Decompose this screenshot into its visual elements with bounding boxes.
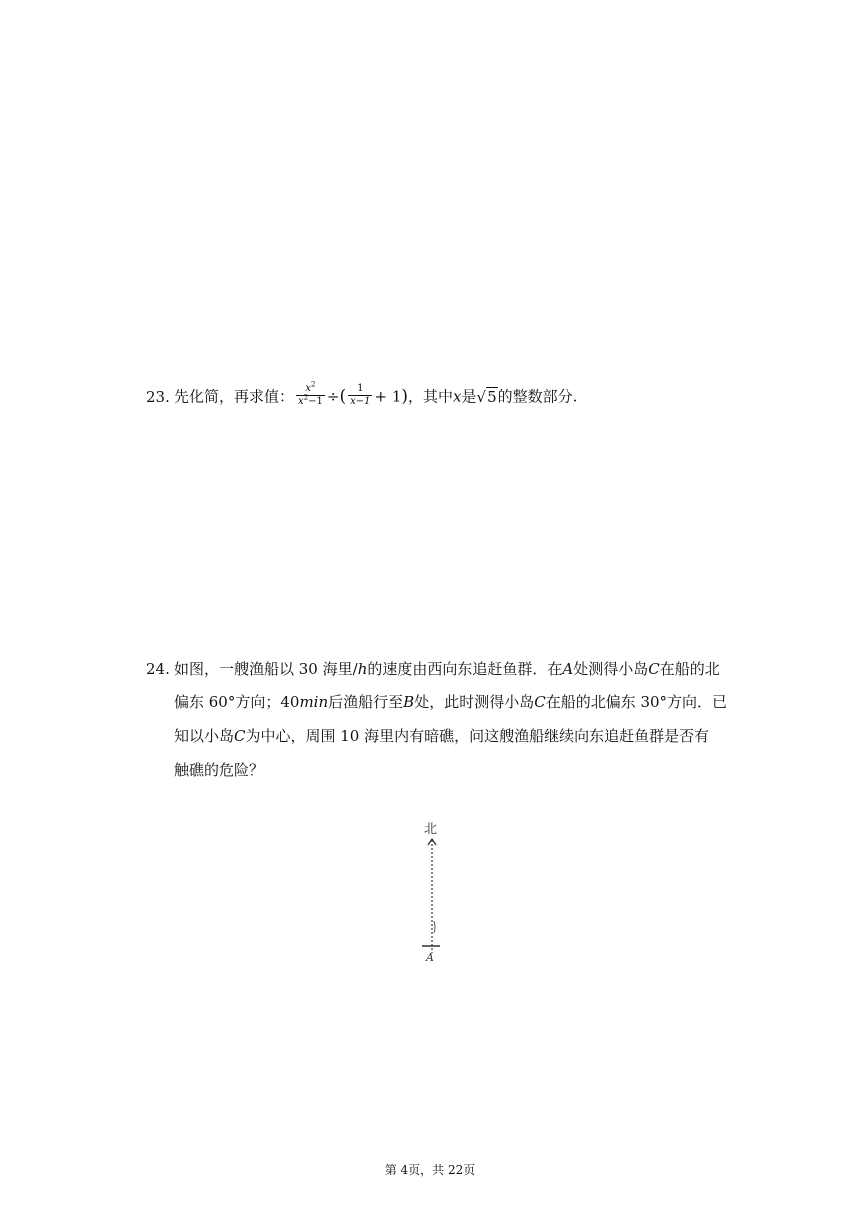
angle-arc — [434, 921, 435, 933]
sqrt-5: √5 — [476, 387, 497, 406]
question-24-line-2: 偏东 60°方向；40min后渔船行至B处，此时测得小岛C在船的北偏东 30°方向．已 — [174, 693, 728, 711]
question-24-line-4: 触礁的危险？ — [174, 761, 265, 779]
point-A-label: A — [426, 951, 434, 964]
left-paren: ( — [339, 386, 347, 407]
text-is: 是 — [461, 387, 477, 406]
plus-one: + 1 — [374, 387, 402, 406]
question-24-line-3: 知以小岛C为中心，周围 10 海里内有暗礁，问这艘渔船继续向东追赶鱼群是否有 — [174, 727, 710, 745]
question-23 — [146, 380, 578, 410]
question-number: 24. — [146, 660, 170, 678]
north-label: 北 — [424, 822, 438, 837]
right-paren: ) — [401, 386, 409, 407]
page-footer: 第 4页，共 22页 — [384, 1163, 476, 1177]
question-text-mid: ，其中 — [408, 387, 454, 406]
question-number: 23. — [146, 387, 170, 406]
question-text-prefix: 先化简，再求值： — [174, 387, 295, 406]
diagram-figure — [410, 815, 460, 975]
question-24-line-1: 24. 如图，一艘渔船以 30 海里/h的速度由西向东追赶鱼群．在A处测得小岛C在船的北 — [146, 660, 720, 678]
divide-sign: ÷ — [326, 387, 340, 406]
variable-x: x — [453, 387, 462, 406]
question-text-suffix: 的整数部分. — [497, 387, 578, 406]
fraction-2: $\frac{1}{x-1}$ — [350, 383, 371, 407]
fraction-1: $\frac{x^2}{x^2-1}$ — [298, 380, 323, 407]
diagram-svg — [410, 815, 460, 975]
